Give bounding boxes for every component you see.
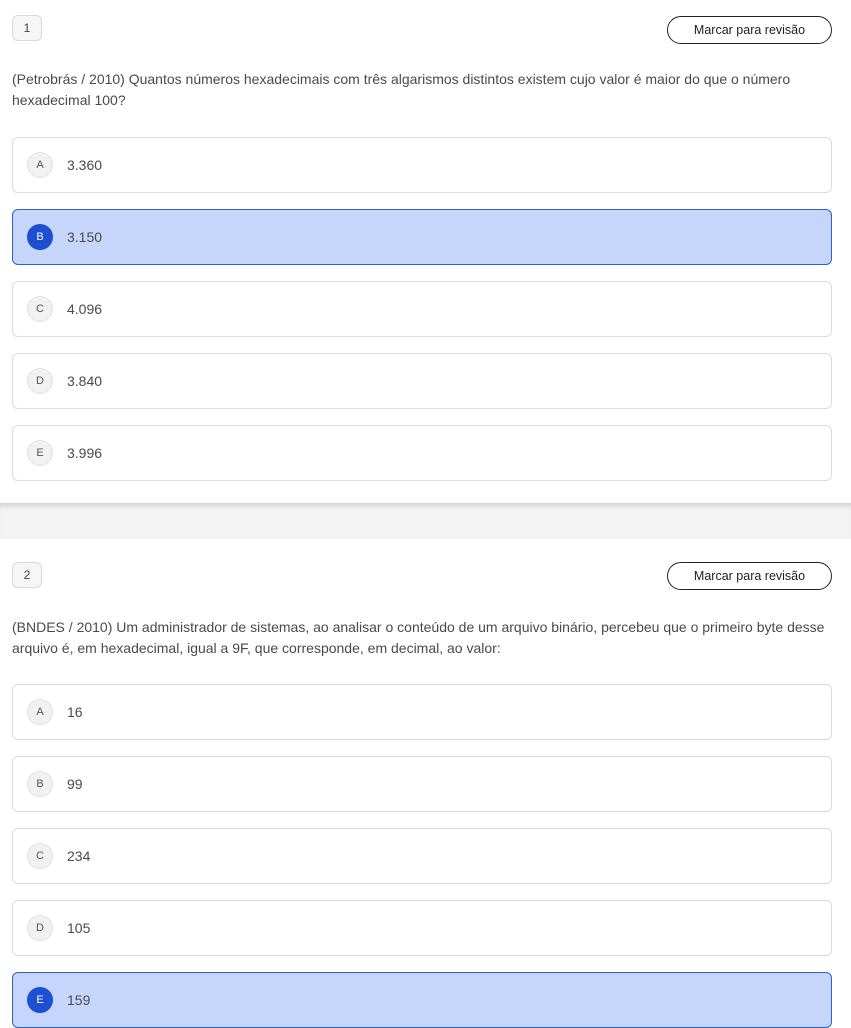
mark-for-review-button[interactable]: Marcar para revisão [667, 562, 832, 590]
option-value: 159 [67, 992, 91, 1008]
question-number-badge: 1 [12, 15, 42, 41]
option-d[interactable] [12, 900, 832, 956]
question-text: (Petrobrás / 2010) Quantos números hexadecimais com três algarismos distintos existem cujo valor é maior do que o número hexadecimal 100? [12, 71, 791, 108]
question-number-badge: 2 [12, 562, 42, 588]
option-value: 105 [67, 920, 91, 936]
option-c[interactable] [12, 828, 832, 884]
option-d[interactable] [12, 353, 832, 409]
option-value: 3.150 [67, 229, 103, 245]
option-letter: E [27, 987, 53, 1013]
option-value: 234 [67, 848, 91, 864]
option-letter: E [27, 440, 53, 466]
option-e[interactable] [12, 425, 832, 481]
question-card-1 [0, 0, 851, 503]
option-value: 3.840 [67, 373, 103, 389]
option-a[interactable] [12, 137, 832, 193]
question-text: (BNDES / 2010) Um administrador de sistemas, ao analisar o conteúdo de um arquivo binário, percebeu que o primeiro byte desse arquivo é, em hexadecimal, igual a 9F, que corresponde, em decimal, ao valor: [12, 619, 825, 656]
option-letter: B [27, 224, 53, 250]
option-letter: B [27, 771, 53, 797]
option-letter: A [27, 152, 53, 178]
option-a[interactable] [12, 684, 832, 740]
option-letter: C [27, 843, 53, 869]
question-card-2 [0, 539, 851, 1010]
option-letter: C [27, 296, 53, 322]
option-b[interactable] [12, 756, 832, 812]
option-value: 3.996 [67, 445, 103, 461]
mark-for-review-button[interactable]: Marcar para revisão [667, 16, 832, 44]
option-c[interactable] [12, 281, 832, 337]
card-separator [0, 503, 851, 539]
option-value: 99 [67, 776, 83, 792]
option-b[interactable] [12, 209, 832, 265]
option-letter: D [27, 915, 53, 941]
option-value: 3.360 [67, 157, 103, 173]
option-letter: A [27, 699, 53, 725]
option-letter: D [27, 368, 53, 394]
option-value: 16 [67, 704, 83, 720]
option-e[interactable] [12, 972, 832, 1028]
option-value: 4.096 [67, 301, 103, 317]
